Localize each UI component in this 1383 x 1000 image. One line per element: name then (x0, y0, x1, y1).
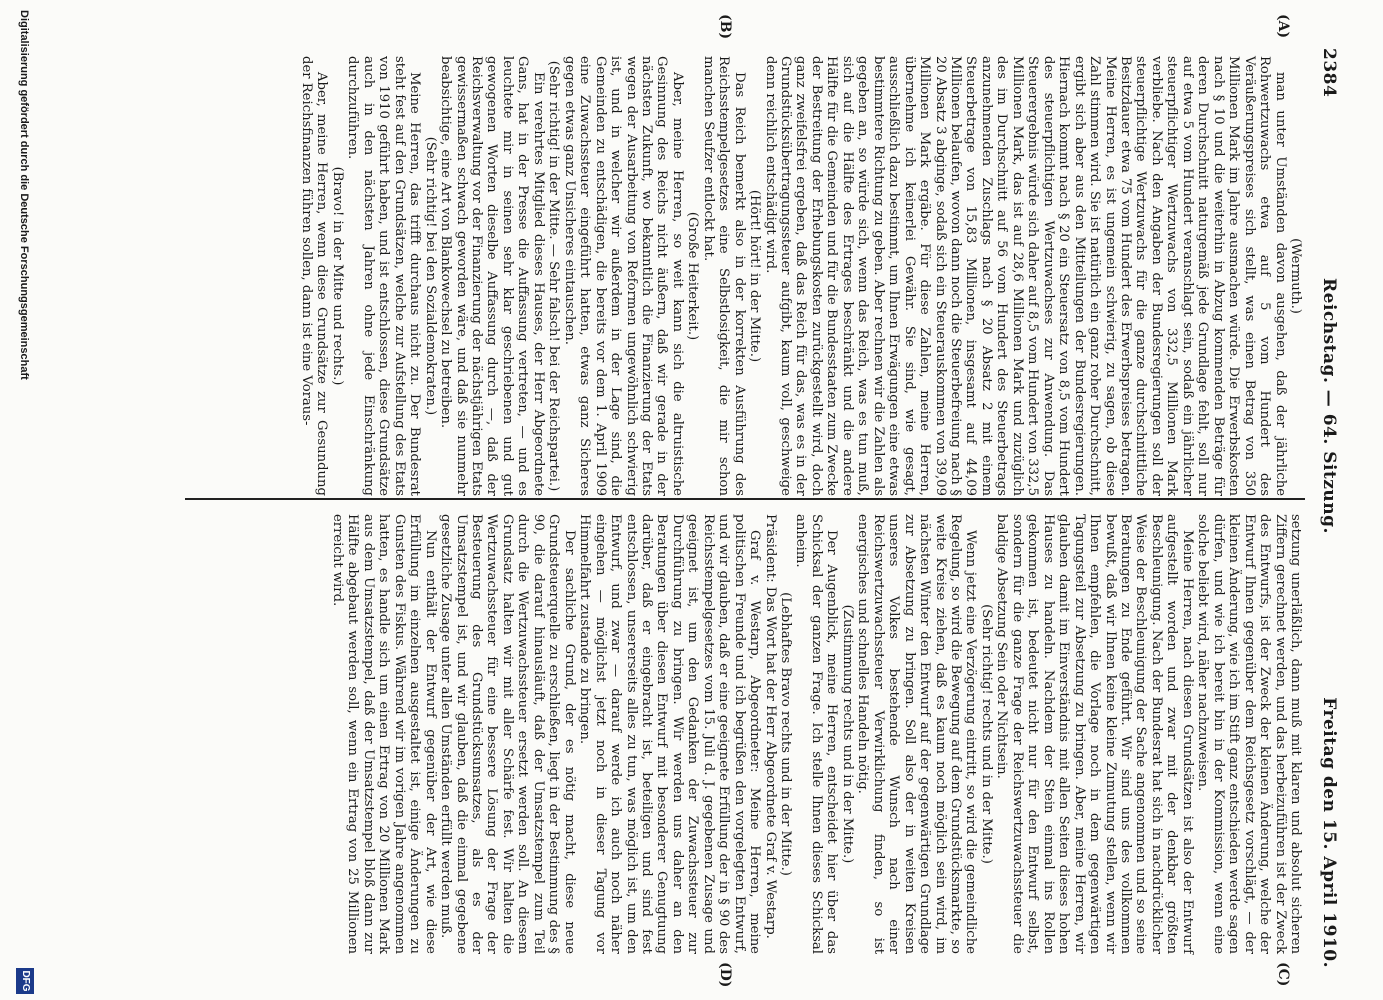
left-text-column (299, 56, 1303, 496)
paragraph: man unter Umständen davon ausgehen, daß der jährliche Rohwertzuwachs etwa auf 5 vom Hundert des Veräußerungspreises sich stellt, was einen Betrag von 350 Millionen Mark im Jahre ausmachen würde. Die Erwerbskosten nach § 10 und die weiterhin in Abzug kommenden Beträge für deren Durchschnitt naturgemäß jede Grundlage fehlt, soll nur auf etwa 5 vom Hundert veranschlagt sein, sodaß ein jährlicher steuerpflichtiger Wertzuwachs von 332,5 Millionen Mark verbliebe. Nach den Angaben der Bundesregierungen soll der steuerpflichtige Wertzuwachs für die ganze durchschnittliche Besitzdauer etwa 75 vom Hundert des Erwerbspreises betragen. Meine Herren, es ist ungemein schwierig, zu sagen, ob diese Zahl stimmen wird. Sie ist natürlich ein ganz roher Durchschnitt, ergibt sich aber aus den Mitteilungen der Bundesregierungen. Hiernach kommt nach § 20 ein Steuersatz von 8,5 vom Hundert des steuerpflichtigen Wertzuwachses zur Anwendung. Das Steuerergebnis würde sich daher auf 8,5 vom Hundert von 332,5 Millionen Mark, das ist auf 28,6 Millionen Mark und zuzüglich des im Durchschnitt auf 56 vom Hundert des Steuerbetrags anzunehmenden Zuschlags nach § 20 Absatz 2 mit einem Steuerbetrage von 15,83 Millionen, insgesamt auf 44,09 Millionen belaufen, wovon dann noch die Steuerbefreiung nach § 20 Absatz 3 abginge, sodaß sich ein Steuerauskommen von 39,09 Millionen Mark ergäbe. Für diese Zahlen, meine Herren, übernehme ich keinerlei Gewähr. Sie sind, wie gesagt, ausschließlich dazu bestimmt, um Ihnen Erwägungen eine etwas bestimmtere Richtung zu geben. Aber rechnen wir die Zahlen als gegeben an, so würde sich, wenn das Reich, was es tun muß, sich auf die Hälfte des Ertrages beschränkt und die andere Hälfte für die Gemeinden und für die Bundesstaaten zum Zwecke der Bestreitung der Erhebungskosten zurückgestellt wird, doch ganz zweifelsfrei ergeben, daß das Reich für das, was es in der Grundstücksübertragungssteuer aufgibt, kaum voll, geschweige denn reichlich entschädigt wird. (762, 56, 1288, 496)
page-number: 2384 (1319, 48, 1339, 98)
paragraph: Meine Herren, das trifft durchaus nicht zu. Der Bundesrat steht fest auf den Grundsätzen, welche zur Aufstellung des Etats von 1910 geführt haben, und ist entschlossen, diese Grundsätze auch in den nächsten Jahren ohne jede Einschränkung durchzuführen. (345, 56, 423, 496)
paragraph: Ein verehrtes Mitglied dieses Hauses, der Herr Abgeordnete Gans, hat in der Presse die Auffassung vertreten, — und es leuchtete mir in seinen sehr klar geschriebenen und gut gewogenen Worten dieselbe Auffassung durch —, daß der Reichsverwaltung vor der Finanzierung der nächstjährigen Etats gewissermaßen schwach geworden wäre, und daß sie nunmehr beabsichtige, eine Art von Blankowechsel zu betreiben. (438, 56, 546, 496)
margin-marker-c: (C) (1275, 962, 1291, 987)
margin-marker-b: (B) (717, 14, 733, 40)
paragraph: setzung unerläßlich, dann muß mit klaren und absolut sicheren Ziffern gerechnet werden, und das herbeizuführen ist der Zweck des Entwurfs, ist der Zweck der kleinen Änderung, welche der Entwurf Ihnen gegenüber dem Reichsgesetz vorschlägt, — der kleinen Änderung, wie ich im Stift ganz entschieden werde sagen dürfen, und wie ich bereit bin in der Kommission, wenn eine solche beliebt wird, näher nachzuweisen. (1195, 514, 1303, 954)
paragraph: Präsident: Das Wort hat der Herr Abgeordnete Graf v. Westarp. (762, 514, 778, 939)
interjection: (Hört! hört! in der Mitte.) (747, 189, 763, 363)
paragraph: Nun enthält der Entwurf gegenüber der Art, wie diese Erfüllung im einzelnen ausgestaltet ist, einige Änderungen zu Gunsten des Fiskus. Während wir im vorigen Jahre angenommen hatten, es handle sich um einen Ertrag von 20 Millionen Mark aus dem Umsatzstempel, daß der Umsatzstempel bloß dann zur Hälfte abgebaut werden soll, wenn ein Ertrag von 25 Millionen erreicht wird. (329, 514, 438, 954)
paragraph: Das Reich bemerkt also in der korrekten Ausführung des Reichsstempelgesetzes eine Selbstlosigkeit, die mir schon manchen Seufzer entlockt hat. (700, 56, 747, 496)
funding-note: Digitalisierung gefördert durch die Deutsche Forschungsgemeinschaft (18, 10, 30, 380)
interjection: (Sehr richtig! in der Mitte. — Sehr falsch! bei der Reichspartei.) (546, 60, 562, 492)
interjection: (Sehr richtig! rechts und in der Mitte.) (978, 604, 994, 864)
paragraph: Meine Herren, nach diesen Grundsätzen ist also der Entwurf aufgestellt worden und zwar mit der denkbar größten Beschleunigung. Nach der Bundesrat hat sich in nachdrücklicher Weise der Beschleunigung der Sache angenommen und so seine Beratungen zu Ende geführt. Wir sind uns des vollkommen bewußt, daß wir Ihnen keine kleine Zumutung stellen, wenn wir Ihnen empfehlen, die Vorlage noch in dem gegenwärtigen Tagungsteil zur Absetzung zu bringen. Aber, meine Herren, wir glauben damit im Einverständnis mit allen Seiten dieses hohen Hauses zu handeln. Nachdem der Stein einmal ins Rollen gekommen ist, bedeutet nicht nur für den Entwurf selbst, sondern für die ganze Frage der Reichswertzuwachssteuer die baldige Absetzung Sein oder Nichtsein. (994, 514, 1195, 954)
paragraph: Aber, meine Herren, so weit kann sich die altruistische Gesinnung des Reichs nicht äußern, daß wir gerade in der nächsten Zukunft, wo bekanntlich die Finanzierung der Etats wegen der Ausarbeitung von Reformen ungewöhnlich schwierig ist, und in welcher wir außerdem in der Lage sind, die Gemeinden zu entschädigen, die bereits vor dem 1. April 1909 eine Zuwachssteuer eingeführt hatten, etwas ganz Sicheres gegen etwas ganz Unsicheres eintauschen. (561, 56, 685, 496)
interjection: (Lebhaftes Bravo rechts und in der Mitte.) (778, 592, 794, 876)
paragraph: Graf v. Westarp, Abgeordneter: Meine Herren, meine politischen Freunde und ich begrüßen den vorgelegten Entwurf, und wir glauben, daß er eine geeignete Erfüllung der in § 90 des Reichsstempelgesetzes vom 15. Juli d. J. gegebenen Zusage und geeignet ist, um den Gedanken der Zuwachssteuer zur Durchführung zu bringen. Wir werden uns daher an den Beratungen über diesen Entwurf mit besonderer Genugtuung darüber, daß er eingebracht ist, beteiligen und sind fest entschlossen, unsererseits alles zu tun, was möglich ist, um den Entwurf, und zwar — darauf werde ich auch noch näher eingehen — möglichst jetzt noch in dieser Tagung vor Himmelfahrt zustande zu bringen. (577, 514, 763, 954)
page-header (1313, 48, 1339, 968)
paragraph: Wenn jetzt eine Verzögerung eintritt, so wird die gemeindliche Regelung, so wird die Bewegung auf dem Grundstücksmarkte, so weite Kreise ziehen, daß es kaum noch möglich sein wird, im nächsten Winter den Entwurf auf der gegenwärtigen Grundlage zur Absetzung zu bringen. Soll also der in weiten Kreisen unseres Volkes bestehende Wunsch nach einer Reichswertzuwachssteuer Verwirklichung finden, so ist energisches und schnelles Handeln nötig. (855, 514, 979, 954)
paragraph: Der Augenblick, meine Herren, entscheidet hier über das Schicksal der ganzen Frage. Ich stelle Ihnen dieses Schicksal anheim. (793, 514, 840, 954)
margin-marker-a: (A) (1275, 14, 1291, 39)
session-date: Freitag den 15. April 1910. (1319, 697, 1339, 968)
interjection: (Große Heiterkeit.) (685, 211, 701, 341)
dfg-logo: DFG (16, 968, 34, 994)
running-title: Reichstag. — 64. Sitzung. (1319, 278, 1339, 534)
interjection: (Bravo! in der Mitte und rechts.) (329, 166, 345, 386)
column-divider (185, 498, 1305, 500)
paragraph: Der sachliche Grund, der es nötig macht, diese neue Grundsteuerquelle zu erschließen, liegt in der Bestimmung des § 90, die darauf hinausläuft, daß der Umsatzstempel zum Teil durch die Wertzuwachssteuer ersetzt werden soll. An diesem Grundsatz halten wir mit aller Schärfe fest. Wir halten die Wertzuwachssteuer für eine bessere Lösung der Frage der Besteuerung des Grundstücksumsatzes, als es der Umsatzstempel ist, und wir glauben, daß die einmal gegebene gesetzliche Zusage unter allen Umständen erfüllt werden muß. (438, 514, 577, 954)
paragraph: Aber, meine Herren, wenn diese Grundsätze zur Gesundung der Reichsfinanzen führen sollen, dann ist eine Voraus- (299, 56, 330, 496)
margin-marker-d: (D) (717, 962, 733, 988)
interjection: (Sehr richtig! bei den Sozialdemokraten.) (422, 136, 438, 416)
right-text-column (329, 514, 1303, 954)
interjection: (Zustimmung rechts und in der Mitte.) (839, 604, 855, 864)
interjection: (Wermuth.) (1288, 238, 1303, 314)
page-footer (8, 0, 38, 1000)
